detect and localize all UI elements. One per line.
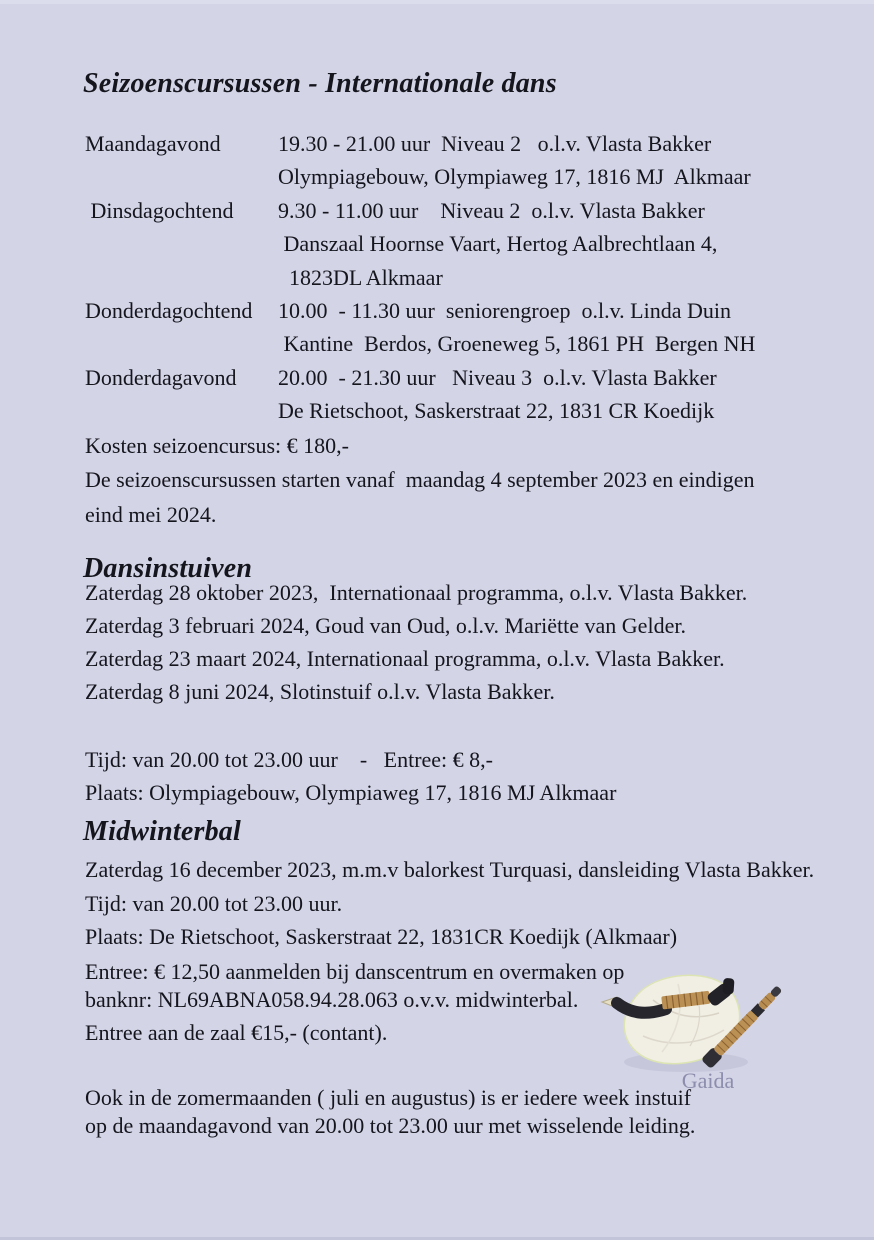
midwinterbal-heading: Midwinterbal: [83, 816, 241, 847]
midwinterbal-entree: [85, 958, 624, 1014]
page-title: Seizoenscursussen - Internationale dans: [83, 68, 557, 99]
schedule-row: [85, 327, 755, 360]
kosten-line: Kosten seizoencursus: € 180,-: [85, 433, 349, 458]
midwinterbal-plaats-line: Plaats: De Rietschoot, Saskerstraat 22, 1831CR Koedijk (Alkmaar): [85, 924, 678, 949]
event-line: Zaterdag 23 maart 2024, Internationaal programma, o.l.v. Vlasta Bakker.: [85, 646, 725, 671]
midwinterbal-details: [85, 853, 814, 954]
period-line: De seizoenscursussen starten vanaf maandag 4 september 2023 en eindigen: [85, 467, 755, 493]
schedule-row: [85, 227, 755, 260]
summer-line: Ook in de zomermaanden ( juli en augustus) is er iedere week instuif: [85, 1085, 692, 1110]
schedule-row: [85, 361, 755, 394]
plaats-line: Plaats: Olympiagebouw, Olympiaweg 17, 1816 MJ Alkmaar: [85, 780, 617, 806]
gaida-caption: Gaida: [681, 1068, 735, 1093]
entree-zaal-line: Entree aan de zaal €15,- (contant).: [85, 1020, 388, 1045]
schedule-row: [85, 294, 755, 327]
schedule-detail: 20.00 - 21.30 uur Niveau 3 o.l.v. Vlasta Bakker: [278, 364, 717, 390]
schedule-day: Donderdagochtend: [85, 297, 253, 323]
schedule-detail: Olympiagebouw, Olympiaweg 17, 1816 MJ Alkmaar: [278, 164, 751, 190]
summer-line: op de maandagavond van 20.00 tot 23.00 uur met wisselende leiding.: [85, 1112, 696, 1138]
page-top-edge: [0, 0, 874, 4]
gaida-bagpipe-photo: [598, 966, 798, 1076]
midwinterbal-entree-zaal: [85, 1019, 387, 1047]
midwinterbal-date-line: Zaterdag 16 december 2023, m.m.v balorkest Turquasi, dansleiding Vlasta Bakker.: [85, 857, 815, 882]
dansinstuiven-heading: Dansinstuiven: [83, 553, 253, 584]
event-line: Zaterdag 3 februari 2024, Goud van Oud, o.l.v. Mariëtte van Gelder.: [85, 613, 686, 638]
event-line: Zaterdag 28 oktober 2023, Internationaal programma, o.l.v. Vlasta Bakker.: [85, 580, 748, 605]
entree-line: Entree: € 12,50 aanmelden bij danscentrum en overmaken op: [85, 959, 625, 984]
banknr-line: banknr: NL69ABNA058.94.28.063 o.v.v. midwinterbal.: [85, 987, 579, 1012]
schedule-detail: Danszaal Hoornse Vaart, Hertog Aalbrechtlaan 4,: [278, 231, 718, 257]
summer-note: [85, 1084, 695, 1139]
schedule-detail: 10.00 - 11.30 uur seniorengroep o.l.v. Linda Duin: [278, 297, 731, 323]
course-schedule: [85, 127, 755, 428]
schedule-day: Donderdagavond: [85, 364, 237, 390]
schedule-detail: Kantine Berdos, Groeneweg 5, 1861 PH Bergen NH: [278, 331, 756, 357]
schedule-row: [85, 127, 755, 160]
schedule-day: Maandagavond: [85, 131, 221, 156]
schedule-row: [85, 160, 755, 193]
schedule-detail: 19.30 - 21.00 uur Niveau 2 o.l.v. Vlasta Bakker: [278, 131, 712, 156]
period-line: eind mei 2024.: [85, 501, 217, 527]
event-line: Zaterdag 8 juni 2024, Slotinstuif o.l.v. Vlasta Bakker.: [85, 679, 555, 704]
gaida-image: [598, 966, 798, 1076]
midwinterbal-tijd-line: Tijd: van 20.00 tot 23.00 uur.: [85, 890, 343, 916]
dansinstuiven-events: [85, 576, 747, 708]
schedule-row: [85, 394, 755, 427]
dansinstuiven-details: [85, 743, 616, 810]
schedule-row: [85, 261, 755, 294]
schedule-detail: De Rietschoot, Saskerstraat 22, 1831 CR Koedijk: [278, 398, 715, 424]
schedule-row: [85, 194, 755, 227]
course-costs: [85, 429, 755, 532]
schedule-day: Dinsdagochtend: [85, 197, 234, 223]
schedule-detail: 1823DL Alkmaar: [278, 264, 443, 290]
tijd-entree-line: Tijd: van 20.00 tot 23.00 uur - Entree: € 8,-: [85, 747, 493, 772]
schedule-detail: 9.30 - 11.00 uur Niveau 2 o.l.v. Vlasta Bakker: [278, 197, 705, 223]
